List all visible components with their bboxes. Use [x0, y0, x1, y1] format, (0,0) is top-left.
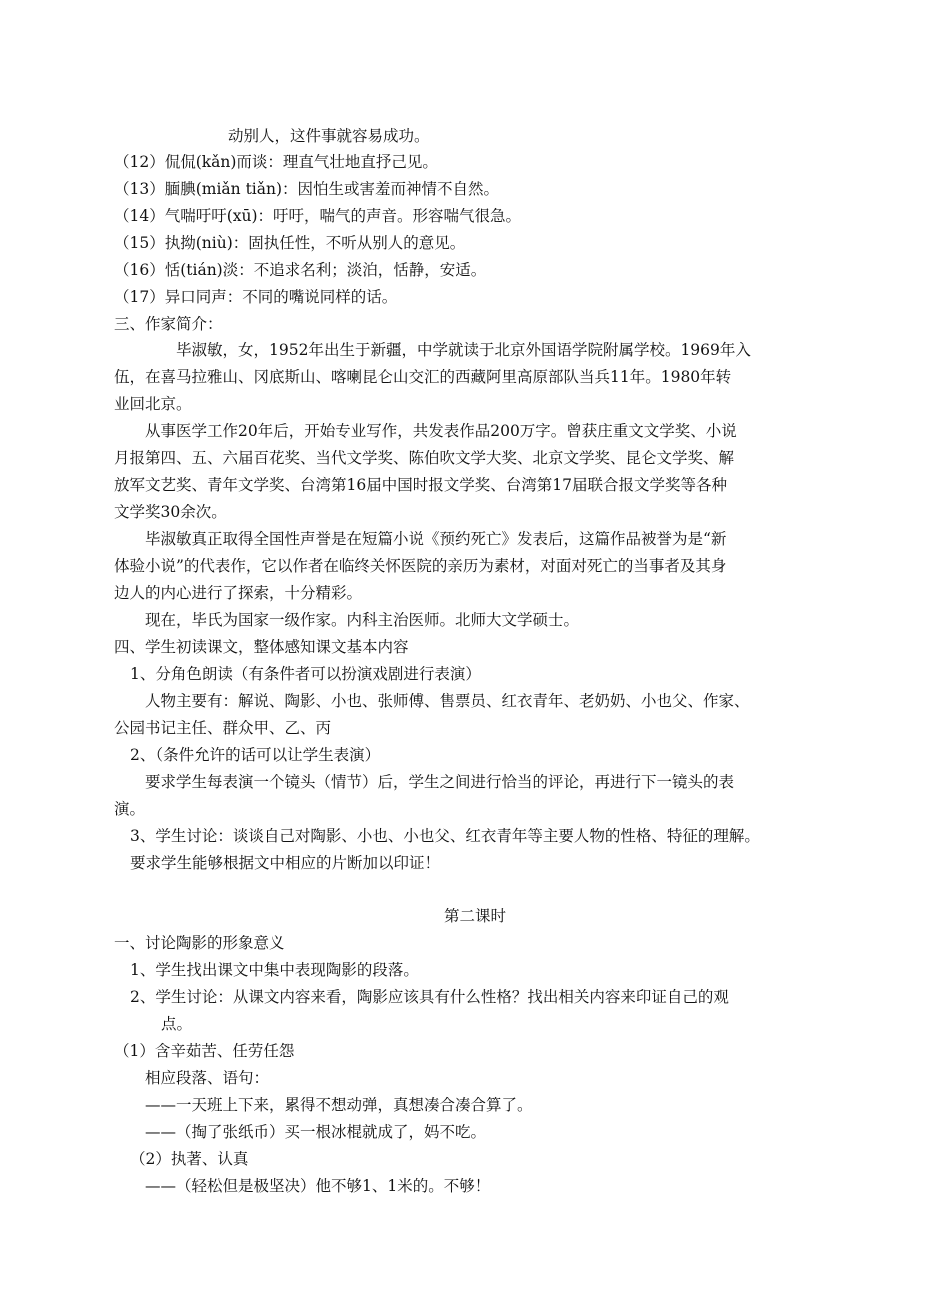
vocab-item-15: （15）执拗(niù)：固执任性，不听从别人的意见。 [114, 234, 466, 252]
reading-item-2-detail-line-2: 演。 [114, 800, 146, 818]
lesson-title: 第二课时 [443, 907, 506, 925]
author-paragraph-3-line-3: 边人的内心进行了探索，十分精彩。 [114, 584, 363, 602]
lesson2-item-1: 1、学生找出课文中集中表现陶影的段落。 [130, 961, 419, 979]
reading-item-3-detail: 要求学生能够根据文中相应的片断加以印证！ [130, 854, 441, 872]
author-paragraph-2-line-3: 放军文艺奖、青年文学奖、台湾第16届中国时报文学奖、台湾第17届联合报文学奖等各种 [114, 476, 727, 494]
author-paragraph-2-line-1: 从事医学工作20年后，开始专业写作，共发表作品200万字。曾获庄重文文学奖、小说 [145, 422, 737, 440]
reading-item-1-detail-line-2: 公园书记主任、群众甲、乙、丙 [114, 719, 332, 737]
vocab-item-17: （17）异口同声：不同的嘴说同样的话。 [114, 288, 398, 306]
vocab-item-12: （12）侃侃(kǎn)而谈：理直气壮地直抒己见。 [114, 153, 438, 171]
section-heading-author: 三、作家简介： [114, 315, 223, 333]
author-paragraph-2-line-4: 文学奖30余次。 [114, 503, 227, 521]
author-paragraph-1-line-2: 伍，在喜马拉雅山、冈底斯山、喀喇昆仑山交汇的西藏阿里高原部队当兵11年。1980年转 [114, 368, 732, 386]
reading-item-2: 2、（条件允许的话可以让学生表演） [130, 746, 381, 764]
vocab-item-13: （13）腼腆(miǎn tiǎn)：因怕生或害羞而神情不自然。 [114, 180, 500, 198]
lesson2-quote-3: ——（轻松但是极坚决）他不够1、1米的。不够！ [145, 1177, 491, 1195]
continuation-line: 动别人，这件事就容易成功。 [228, 127, 430, 145]
lesson2-item-2: 2、学生讨论：从课文内容来看，陶影应该具有什么性格？找出相关内容来印证自己的观 [130, 988, 729, 1006]
reading-item-2-detail-line-1: 要求学生每表演一个镜头（情节）后，学生之间进行恰当的评论，再进行下一镜头的表 [145, 773, 735, 791]
vocab-item-14: （14）气喘吁吁(xū)：吁吁，喘气的声音。形容喘气很急。 [114, 207, 522, 225]
author-paragraph-2-line-2: 月报第四、五、六届百花奖、当代文学奖、陈伯吹文学大奖、北京文学奖、昆仑文学奖、解 [114, 449, 735, 467]
lesson2-sub-2: （2）执著、认真 [130, 1150, 249, 1168]
author-paragraph-1-line-3: 业回北京。 [114, 395, 192, 413]
author-paragraph-3-line-2: 体验小说”的代表作，它以作者在临终关怀医院的亲历为素材，对面对死亡的当事者及其身 [114, 557, 727, 575]
lesson2-quote-1: ——一天班上下来，累得不想动弹，真想凑合凑合算了。 [145, 1096, 533, 1114]
lesson2-quote-2: ——（掏了张纸币）买一根冰棍就成了，妈不吃。 [145, 1123, 487, 1141]
vocab-item-16: （16）恬(tián)淡：不追求名利；淡泊，恬静，安适。 [114, 261, 487, 279]
reading-item-1-detail-line-1: 人物主要有：解说、陶影、小也、张师傅、售票员、红衣青年、老奶奶、小也父、作家、 [145, 692, 750, 710]
lesson2-sub-1: （1）含辛茹苦、任劳任怨 [114, 1042, 295, 1060]
reading-item-3: 3、学生讨论：谈谈自己对陶影、小也、小也父、红衣青年等主要人物的性格、特征的理解。 [130, 827, 760, 845]
reading-item-1: 1、分角色朗读（有条件者可以扮演戏剧进行表演） [130, 665, 481, 683]
author-paragraph-4: 现在，毕氏为国家一级作家。内科主治医师。北师大文学硕士。 [145, 611, 580, 629]
lesson2-heading-1: 一、讨论陶影的形象意义 [114, 934, 285, 952]
lesson2-sub-1-label: 相应段落、语句： [145, 1069, 270, 1087]
author-paragraph-1-line-1: 毕淑敏，女，1952年出生于新疆，中学就读于北京外国语学院附属学校。1969年入 [176, 341, 751, 359]
lesson2-item-2-continuation: 点。 [161, 1015, 193, 1033]
author-paragraph-3-line-1: 毕淑敏真正取得全国性声誉是在短篇小说《预约死亡》发表后，这篇作品被誉为是“新 [145, 530, 727, 548]
section-heading-reading: 四、学生初读课文，整体感知课文基本内容 [114, 638, 409, 656]
